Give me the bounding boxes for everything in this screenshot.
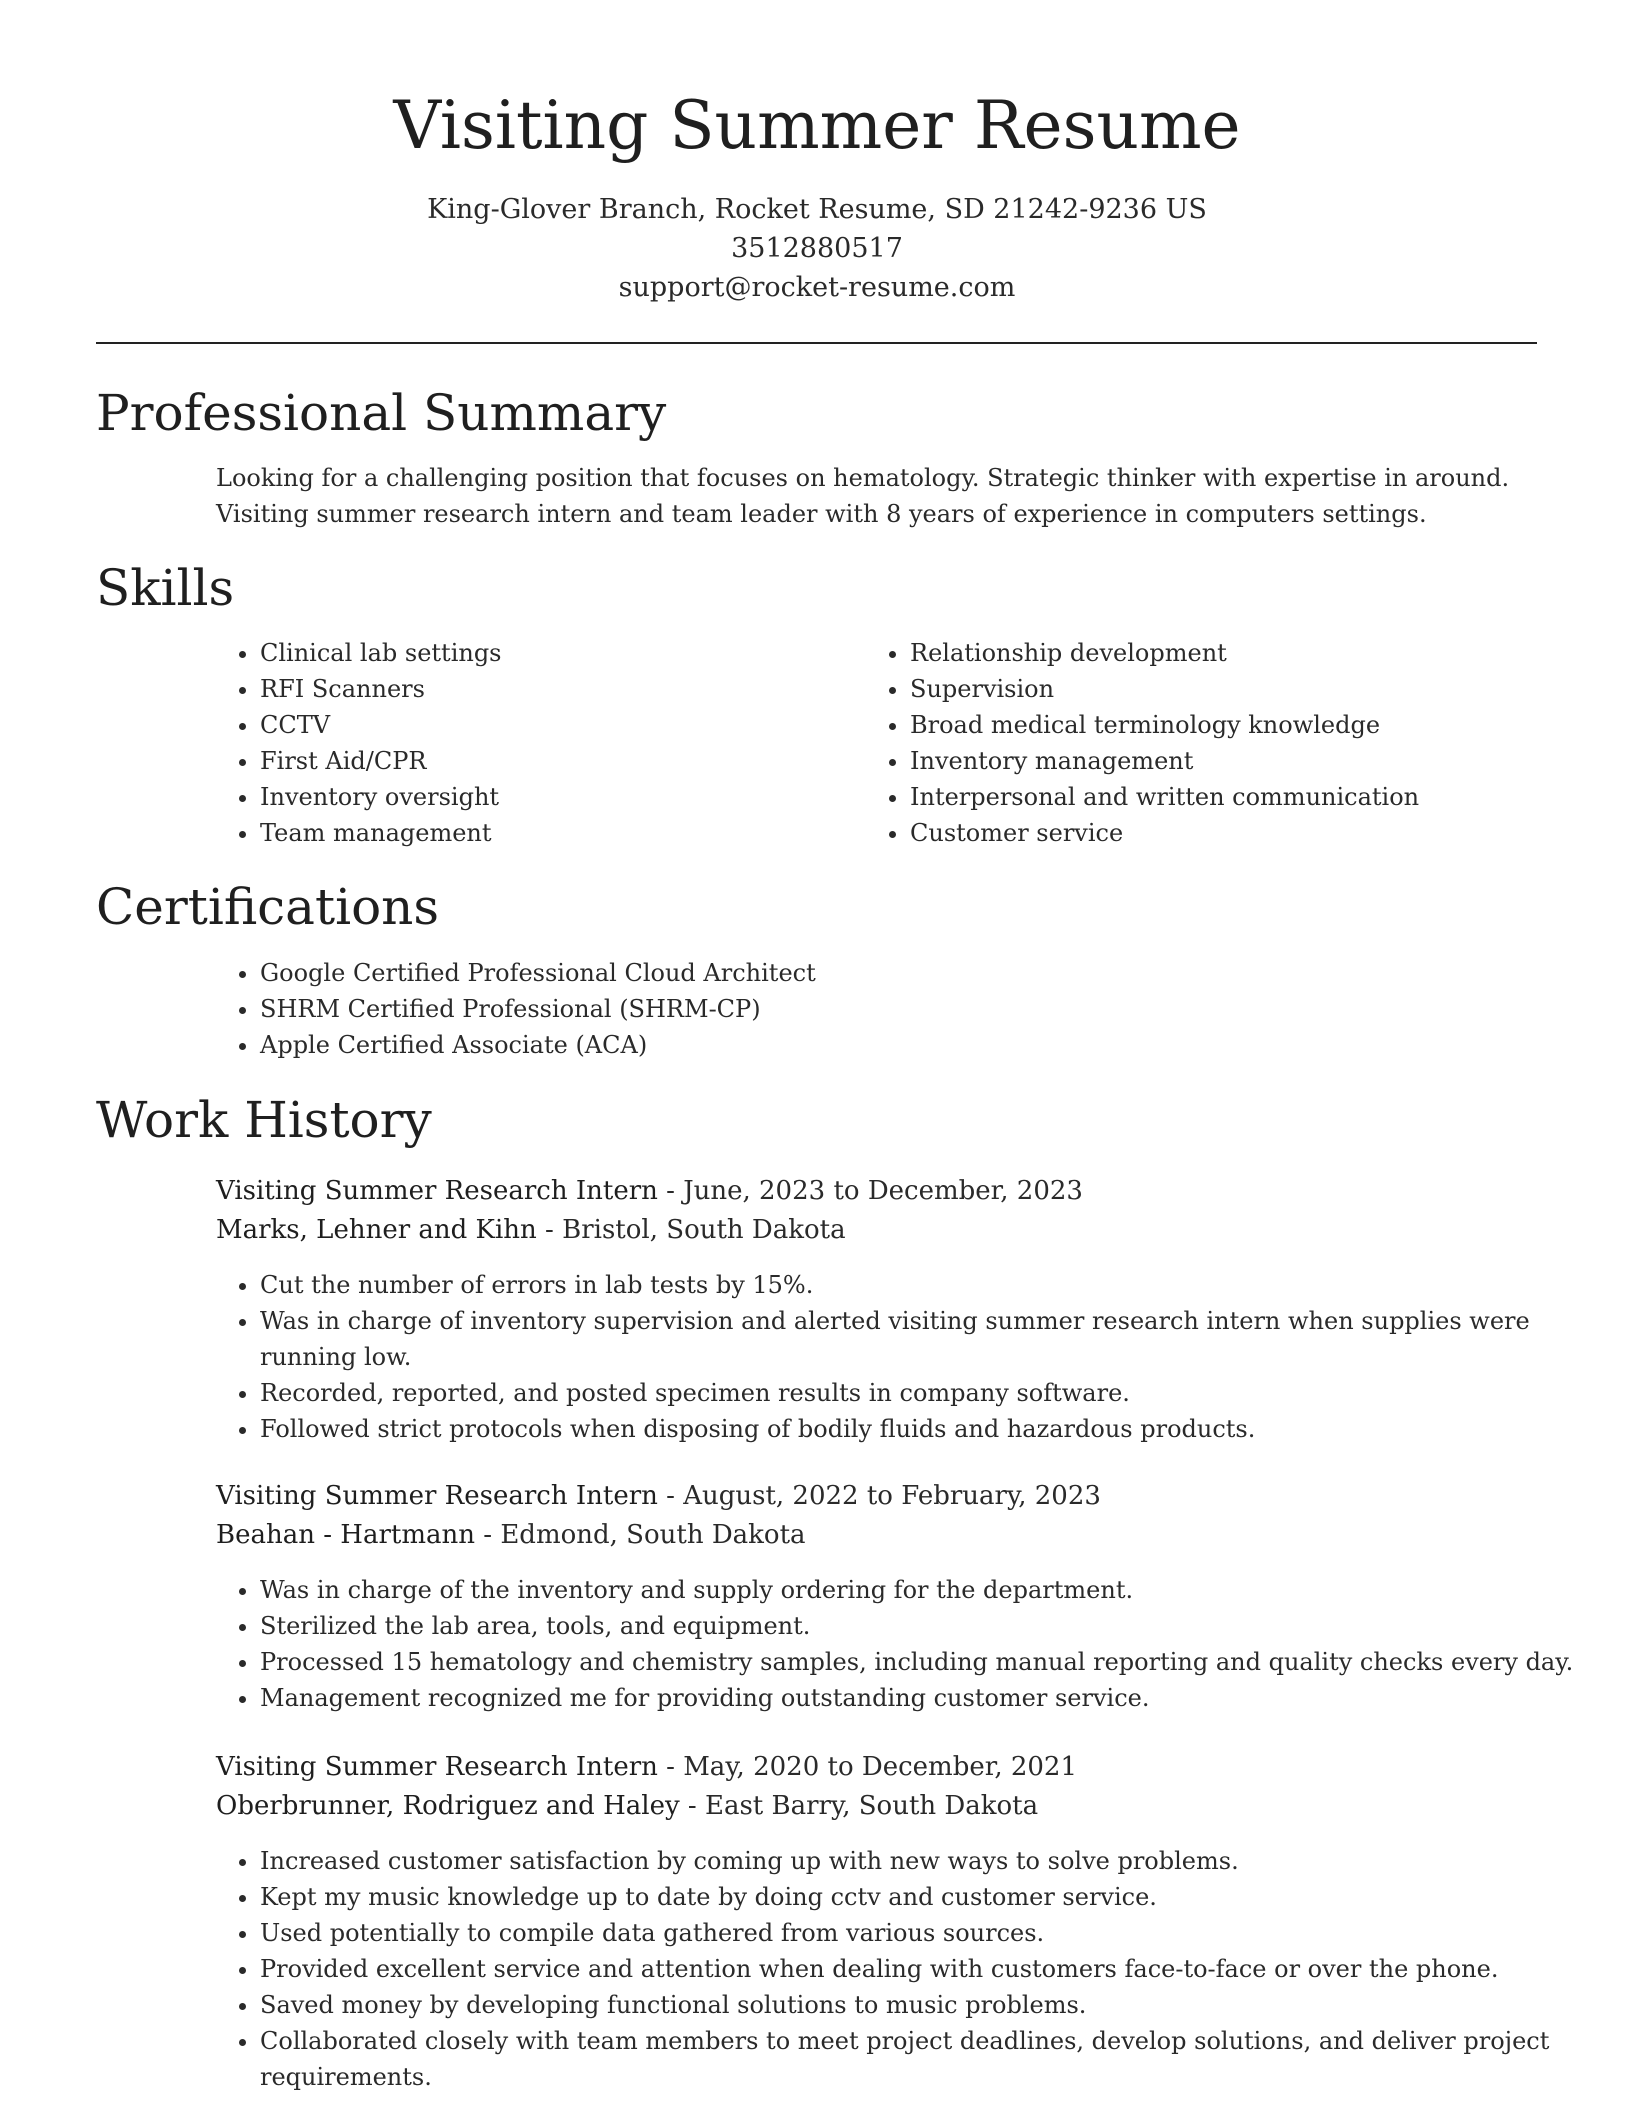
summary-text: Looking for a challenging position that focuses on hematology. Strategic thinker with expertise in around. Visiting summer research intern and team leader with 8 years of experience in computers settings. — [216, 464, 1510, 528]
job-dates: - August, 2022 to February, 2023 — [657, 1481, 1101, 1511]
list-item: • Used potentially to compile data gathered from various sources. — [260, 1915, 1582, 1951]
skills-list-left — [216, 635, 820, 851]
list-item: • Recorded, reported, and posted specimen results in company software. — [260, 1375, 1582, 1411]
list-item: • Increased customer satisfaction by coming up with new ways to solve problems. — [260, 1843, 1582, 1879]
job-role: Visiting Summer Research Intern — [216, 1481, 658, 1511]
list-item: • Relationship development — [910, 635, 1570, 671]
job-location: - Bristol, South Dakota — [536, 1215, 846, 1245]
list-item: • Google Certified Professional Cloud Architect — [260, 955, 1460, 991]
list-item: • CCTV — [260, 707, 820, 743]
job-location: - Edmond, South Dakota — [475, 1520, 806, 1550]
list-item: • Clinical lab settings — [260, 635, 820, 671]
job-company: Oberbrunner, Rodriguez and Haley — [216, 1791, 680, 1821]
certifications-list — [216, 955, 1460, 1063]
job-role: Visiting Summer Research Intern — [216, 1752, 658, 1782]
section-title-skills: Skills — [96, 559, 235, 617]
list-item: • Apple Certified Associate (ACA) — [260, 1027, 1460, 1063]
job-role: Visiting Summer Research Intern — [216, 1176, 658, 1206]
list-item: • Was in charge of the inventory and supply ordering for the department. — [260, 1572, 1582, 1608]
list-item: • RFI Scanners — [260, 671, 820, 707]
job-location: - East Barry, South Dakota — [679, 1791, 1039, 1821]
list-item: • Saved money by developing functional solutions to music problems. — [260, 1987, 1582, 2023]
skills-list-right — [866, 635, 1570, 851]
job-title-line — [216, 1172, 1083, 1210]
list-item: • Inventory oversight — [260, 779, 820, 815]
list-item: • SHRM Certified Professional (SHRM-CP) — [260, 991, 1460, 1027]
contact-phone: 3512880517 — [731, 233, 903, 264]
list-item: • Supervision — [910, 671, 1570, 707]
job-company-line — [216, 1211, 846, 1249]
list-item: • Team management — [260, 815, 820, 851]
section-title-work-history: Work History — [96, 1091, 432, 1149]
list-item: • Cut the number of errors in lab tests by 15%. — [260, 1267, 1582, 1303]
job-company: Beahan - Hartmann — [216, 1520, 475, 1550]
list-item: • Provided excellent service and attention when dealing with customers face-to-face or over the phone. — [260, 1951, 1582, 1987]
job-bullets — [216, 1572, 1582, 1716]
list-item: • Kept my music knowledge up to date by doing cctv and customer service. — [260, 1879, 1582, 1915]
list-item: • Collaborated closely with team members to meet project deadlines, develop solutions, and deliver project requirements. — [260, 2023, 1582, 2095]
list-item: • First Aid/CPR — [260, 743, 820, 779]
section-title-certifications: Certifications — [96, 878, 440, 936]
list-item: • Interpersonal and written communication — [910, 779, 1570, 815]
contact-email: support@rocket-resume.com — [618, 272, 1016, 303]
list-item: • Followed strict protocols when disposing of bodily fluids and hazardous products. — [260, 1411, 1582, 1447]
list-item: • Processed 15 hematology and chemistry samples, including manual reporting and quality checks every day. — [260, 1644, 1582, 1680]
header-divider — [96, 342, 1537, 344]
job-company-line — [216, 1516, 806, 1554]
list-item: • Management recognized me for providing outstanding customer service. — [260, 1680, 1582, 1716]
job-company-line — [216, 1787, 1038, 1825]
list-item: • Customer service — [910, 815, 1570, 851]
list-item: • Inventory management — [910, 743, 1570, 779]
job-company: Marks, Lehner and Kihn — [216, 1215, 537, 1245]
job-bullets — [216, 1267, 1582, 1447]
job-dates: - May, 2020 to December, 2021 — [657, 1752, 1078, 1782]
list-item: • Sterilized the lab area, tools, and equipment. — [260, 1608, 1582, 1644]
job-dates: - June, 2023 to December, 2023 — [657, 1176, 1083, 1206]
job-bullets — [216, 1843, 1582, 2095]
job-title-line — [216, 1748, 1077, 1786]
list-item: • Was in charge of inventory supervision and alerted visiting summer research intern when supplies were running low. — [260, 1303, 1582, 1375]
section-title-summary: Professional Summary — [96, 384, 667, 442]
resume-title: Visiting Summer Resume — [393, 87, 1241, 164]
contact-address: King-Glover Branch, Rocket Resume, SD 21242-9236 US — [427, 194, 1207, 225]
job-title-line — [216, 1477, 1101, 1515]
list-item: • Broad medical terminology knowledge — [910, 707, 1570, 743]
